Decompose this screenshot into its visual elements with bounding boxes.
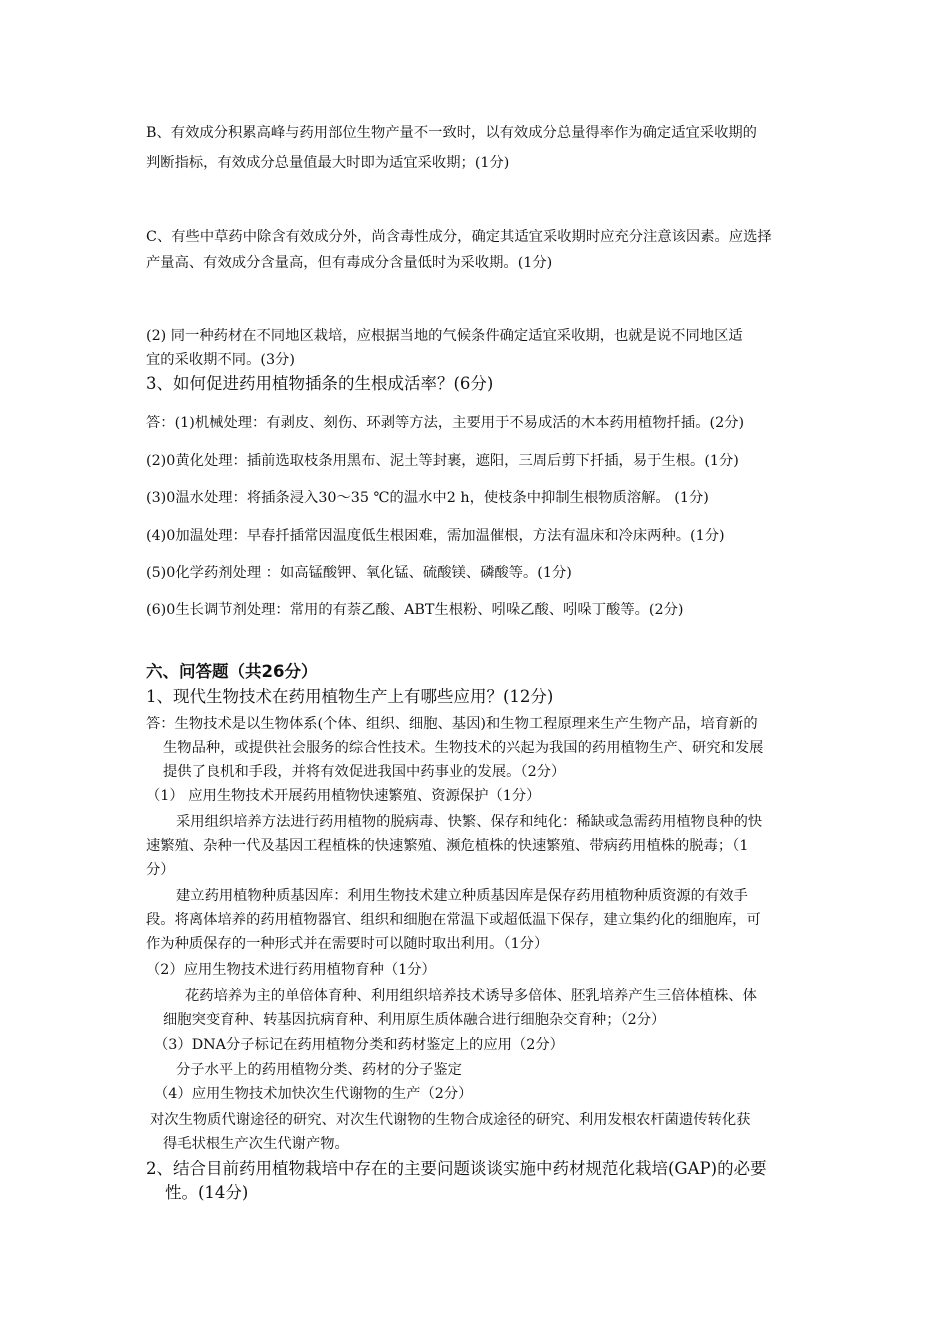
section-heading: 六、问答题（共26分） <box>146 662 318 681</box>
paragraph-line: (2) 同一种药材在不同地区栽培，应根据当地的气候条件确定适宜采收期，也就是说不同地区适 <box>146 328 743 344</box>
paragraph-line: 判断指标，有效成分总量值最大时即为适宜采收期；(1分) <box>146 155 510 171</box>
answer-line: (6)0生长调节剂处理：常用的有萘乙酸、ABT生根粉、吲哚乙酸、吲哚丁酸等。(2分) <box>146 602 684 618</box>
answer-line: 答：生物技术是以生物体系(个体、组织、细胞、基因)和生物工程原理来生产生物产品，培育新的 <box>146 716 758 732</box>
question-title: 性。(14分) <box>165 1183 249 1202</box>
subsection-heading: （2）应用生物技术进行药用植物育种（1分） <box>146 962 436 978</box>
answer-line: 细胞突变育种、转基因抗病育种、利用原生质体融合进行细胞杂交育种；（2分） <box>163 1012 666 1028</box>
question-title: 2、结合目前药用植物栽培中存在的主要问题谈谈实施中药材规范化栽培(GAP)的必要 <box>146 1159 767 1178</box>
answer-line: 生物品种，或提供社会服务的综合性技术。生物技术的兴起为我国的药用植物生产、研究和发展 <box>163 740 764 756</box>
answer-line: 分） <box>146 862 175 878</box>
answer-line: 提供了良机和手段，并将有效促进我国中药事业的发展。（2分） <box>163 764 566 780</box>
answer-line: 答：(1)机械处理：有剥皮、刻伤、环剥等方法，主要用于不易成活的木本药用植物扦插。(2分) <box>146 415 745 431</box>
answer-line: (4)0加温处理：早春扦插常因温度低生根困难，需加温催根，方法有温床和冷床两种。(1分) <box>146 528 725 544</box>
answer-line: 速繁殖、杂种一代及基因工程植株的快速繁殖、濒危植株的快速繁殖、带病药用植株的脱毒；（1 <box>146 838 749 854</box>
paragraph-line: C、有些中草药中除含有效成分外，尚含毒性成分，确定其适宜采收期时应充分注意该因素。应选择 <box>146 229 772 245</box>
answer-line: 建立药用植物种质基因库：利用生物技术建立种质基因库是保存药用植物种质资源的有效手 <box>176 888 748 904</box>
answer-line: 得毛状根生产次生代谢产物。 <box>163 1136 349 1152</box>
answer-line: (3)0温水处理：将插条浸入30～35 ℃的温水中2 h，使枝条中抑制生根物质溶解。 (1分) <box>146 490 709 506</box>
question-title: 1、现代生物技术在药用植物生产上有哪些应用？(12分) <box>146 687 554 706</box>
paragraph-line: 宜的采收期不同。(3分) <box>146 352 295 368</box>
paragraph-line: B、有效成分积累高峰与药用部位生物产量不一致时，以有效成分总量得率作为确定适宜采收期的 <box>146 125 757 141</box>
paragraph-line: 产量高、有效成分含量高，但有毒成分含量低时为采收期。(1分) <box>146 255 553 271</box>
answer-line: 分子水平上的药用植物分类、药材的分子鉴定 <box>176 1062 462 1078</box>
subsection-heading: （3）DNA分子标记在药用植物分类和药材鉴定上的应用（2分） <box>154 1037 564 1053</box>
subsection-heading: （4）应用生物技术加快次生代谢物的生产（2分） <box>154 1086 473 1102</box>
question-title: 3、如何促进药用植物插条的生根成活率？(6分) <box>146 374 494 393</box>
answer-line: (5)0化学药剂处理 ：如高锰酸钾、氧化锰、硫酸镁、磷酸等。(1分) <box>146 565 572 581</box>
answer-line: 采用组织培养方法进行药用植物的脱病毒、快繁、保存和纯化：稀缺或急需药用植物良种的快 <box>176 814 763 830</box>
subsection-heading: （1） 应用生物技术开展药用植物快速繁殖、资源保护（1分） <box>146 788 541 804</box>
answer-line: 段。将离体培养的药用植物器官、组织和细胞在常温下或超低温下保存，建立集约化的细胞库，可 <box>146 912 761 928</box>
answer-line: (2)0黄化处理：插前选取枝条用黑布、泥土等封裹，遮阳，三周后剪下扦插，易于生根。(1分) <box>146 453 739 469</box>
answer-line: 对次生物质代谢途径的研究、对次生代谢物的生物合成途径的研究、利用发根农杆菌遗传转化获 <box>150 1112 751 1128</box>
answer-line: 作为种质保存的一种形式并在需要时可以随时取出利用。（1分） <box>146 936 549 952</box>
answer-line: 花药培养为主的单倍体育种、利用组织培养技术诱导多倍体、胚乳培养产生三倍体植株、体 <box>185 988 757 1004</box>
